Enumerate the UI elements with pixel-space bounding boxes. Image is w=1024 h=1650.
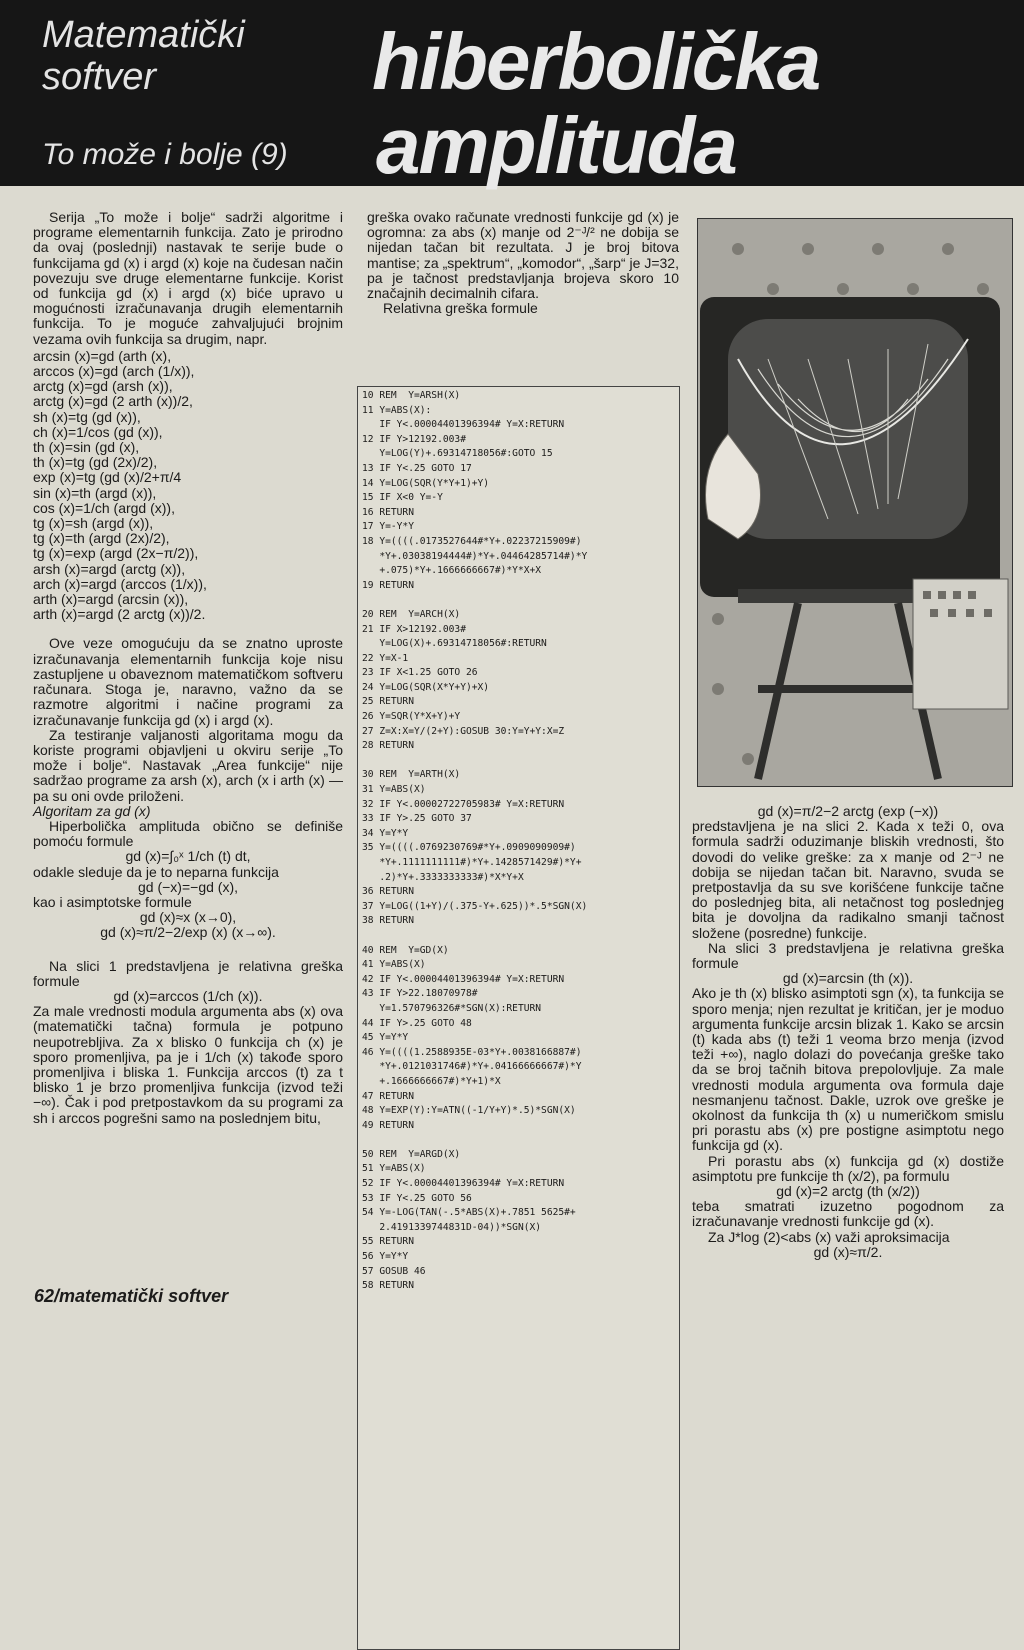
code-line: 24 Y=LOG(SQR(X*Y+Y)+X) xyxy=(362,681,490,693)
code-line: 35 Y=((((.0769230769#*Y+.0909090909#) xyxy=(362,842,576,854)
code-line: 41 Y=ABS(X) xyxy=(362,959,426,971)
code-line xyxy=(362,754,675,769)
page-footer: 62/matematički softver xyxy=(34,1286,229,1306)
identity-formula: exp (x)=tg (gd (x)/2+π/4 xyxy=(33,469,182,486)
identity-formula: tg (x)=sh (argd (x)), xyxy=(33,515,154,532)
code-line: 23 IF X<1.25 GOTO 26 xyxy=(362,667,478,679)
formula: gd (x)≈π/2. xyxy=(813,1243,883,1260)
code-line: Y=LOG(Y)+.69314718056#:GOTO 15 xyxy=(362,448,553,460)
right-column xyxy=(692,804,1004,1260)
code-line: *Y+.0121031746#)*Y+.04166666667#)*Y xyxy=(362,1061,582,1073)
code-line: 19 RETURN xyxy=(362,579,414,591)
series-title xyxy=(42,14,245,98)
code-line: 34 Y=Y*Y xyxy=(362,827,409,839)
code-line: 57 GOSUB 46 xyxy=(362,1265,426,1277)
formula: gd (x)=2 arctg (th (x/2)) xyxy=(776,1183,920,1200)
paragraph: teba smatrati izuzetno pogodnom za izračunavanje vrednosti funkcije gd (x). xyxy=(692,1198,1004,1230)
paragraph: Za J*log (2)<abs (x) važi aproksimacija xyxy=(708,1228,950,1245)
formula: gd (x)=π/2−2 arctg (exp (−x)) xyxy=(757,803,939,819)
code-line: 18 Y=((((.0173527644#*Y+.02237215909#) xyxy=(362,535,582,547)
code-line: 10 REM Y=ARSH(X) xyxy=(362,390,461,401)
code-line: 52 IF Y<.00004401396394# Y=X:RETURN xyxy=(362,1178,565,1190)
code-line: 32 IF Y<.00002722705983# Y=X:RETURN xyxy=(362,798,565,810)
code-line: 38 RETURN xyxy=(362,915,414,927)
code-line: 12 IF Y>12192.003# xyxy=(362,433,466,445)
identity-formula: sin (x)=th (argd (x)), xyxy=(33,484,157,501)
formula: gd (−x)=−gd (x), xyxy=(138,878,238,895)
paragraph: odakle sleduje da je to neparna funkcija xyxy=(33,863,279,880)
code-line: 11 Y=ABS(X): xyxy=(362,404,432,416)
code-line: 49 RETURN xyxy=(362,1119,414,1131)
code-line xyxy=(362,929,675,944)
identity-formula-list xyxy=(33,349,343,623)
paragraph: Ove veze omogućuju da se znatno uproste izračunavanja elementarnih funkcija koje nisu zastupljene u obaveznom matematičkom softveru računara. Stoga je, naravno, važno da se razmotre algoritmi i načine programi za izračunavanje funkcija gd (x) i argd (x). xyxy=(33,635,343,728)
paragraph: Na slici 1 predstavljena je relativna greška formule xyxy=(33,957,343,989)
code-line: IF Y<.00004401396394# Y=X:RETURN xyxy=(362,419,565,431)
identity-formula: ch (x)=1/cos (gd (x)), xyxy=(33,423,163,440)
code-line: 44 IF Y>.25 GOTO 48 xyxy=(362,1017,472,1029)
code-line: 40 REM Y=GD(X) xyxy=(362,944,449,956)
code-line: 37 Y=LOG((1+Y)/(.375-Y+.625))*.5*SGN(X) xyxy=(362,900,588,912)
identity-formula: tg (x)=exp (argd (2x−π/2)), xyxy=(33,545,199,562)
paragraph: greška ovako računate vrednosti funkcije gd (x) je ogromna: za abs (x) manje od 2⁻ᴶ/² ne dobija se nijedan tačan bit rezultata. J je broj bitova mantise; za „spektrum“, „komodor“, „šarp“ je J=32, pa je tačnost predstavljanja brojeva skoro 10 značajnih decimalnih cifara. xyxy=(367,209,679,302)
code-line: 33 IF Y>.25 GOTO 37 xyxy=(362,813,472,825)
code-line xyxy=(362,593,675,608)
code-line: 28 RETURN xyxy=(362,740,414,752)
code-line: +.075)*Y+.1666666667#)*Y*X+X xyxy=(362,565,542,577)
formula: gd (x)=arccos (1/ch (x)). xyxy=(113,987,263,1004)
identity-formula: arch (x)=argd (arccos (1/x)), xyxy=(33,575,207,592)
code-line: 48 Y=EXP(Y):Y=ATN((-1/Y+Y)*.5)*SGN(X) xyxy=(362,1105,576,1117)
code-line: 30 REM Y=ARTH(X) xyxy=(362,769,461,781)
left-column xyxy=(33,210,343,1126)
paragraph: Na slici 3 predstavljena je relativna greška formule xyxy=(692,939,1004,972)
formula: gd (x)≈π/2−2/exp (x) (x→∞). xyxy=(100,924,276,941)
code-line: Y=1.570796326#*SGN(X):RETURN xyxy=(362,1002,542,1014)
code-line: +.1666666667#)*Y+1)*X xyxy=(362,1075,501,1087)
headline-line2: amplituda xyxy=(376,101,736,190)
basic-program-listing xyxy=(357,386,680,1650)
code-line: 14 Y=LOG(SQR(Y*Y+1)+Y) xyxy=(362,477,490,489)
code-line: *Y+.1111111111#)*Y+.1428571429#)*Y+ xyxy=(362,857,582,868)
code-line: *Y+.03038194444#)*Y+.04464285714#)*Y xyxy=(362,550,588,562)
page-header xyxy=(0,0,1024,190)
identity-formula: cos (x)=1/ch (argd (x)), xyxy=(33,499,175,516)
series-title-line2: softver xyxy=(42,56,157,98)
code-line: 25 RETURN xyxy=(362,696,414,708)
code-line: 26 Y=SQR(Y*X+Y)+Y xyxy=(362,711,461,723)
code-line: 20 REM Y=ARCH(X) xyxy=(362,608,461,620)
code-line: 22 Y=X-1 xyxy=(362,652,409,664)
code-line: 53 IF Y<.25 GOTO 56 xyxy=(362,1192,472,1204)
paragraph: Relativna greška formule xyxy=(383,300,538,317)
identity-formula: th (x)=sin (gd (x), xyxy=(33,439,140,456)
identity-formula: th (x)=tg (gd (2x)/2), xyxy=(33,454,158,471)
paragraph: Za male vrednosti modula argumenta abs (x) ova (matematički tačna) formula je potpuno neupotrebljiva. Za x blisko 0 funkcija ch (x) je sporo promenljiva, pa je i 1/ch (x) takođe sporo promenljiva i bliska 1. Funkcija arccos (t) za t blisko 1 je brzo promenljiva funkcija (izvod teži −∞). Čak i pod pretpostavkom da su programi za sh i arccos pogrešni samo na poslednjem bitu, xyxy=(33,1003,343,1126)
intro-paragraph: Serija „To može i bolje“ sadrži algoritme i programe elementarnih funkcija. Zato je prirodno da ovaj (poslednji) nastavak te serije bude o funkcijama gd (x) i argd (x) koje na čudesan način povezuju sve druge elementarne funkcije. Korist od funkcija gd (x) i argd (x) biće upravo u mogućnosti izračunavanja drugih elementarnih funkcija. To je moguće zahvaljujući brojnim vezama ovih funkcija sa drugim, napr. xyxy=(33,209,343,347)
code-line: 54 Y=-LOG(TAN(-.5*ABS(X)+.7851 5625#+ xyxy=(362,1207,576,1219)
paragraph: Hiperbolička amplituda obično se definiše pomoću formule xyxy=(33,817,343,850)
identity-formula: tg (x)=th (argd (2x)/2), xyxy=(33,530,170,547)
code-line: 56 Y=Y*Y xyxy=(362,1251,409,1263)
headline-line1: hiberbolička xyxy=(372,17,820,106)
middle-column xyxy=(367,210,679,316)
paragraph: Pri porastu abs (x) funkcija gd (x) dostiže asimptotu pre funkcije th (x/2), pa formulu xyxy=(692,1152,1004,1184)
series-subtitle: To može i bolje (9) xyxy=(42,138,288,171)
identity-formula: arth (x)=argd (arcsin (x)), xyxy=(33,591,189,608)
code-line: 27 Z=X:X=Y/(2+Y):GOSUB 30:Y=Y+Y:X=Z xyxy=(362,725,565,737)
code-line: 46 Y=((((1.2588935E-03*Y+.0038166887#) xyxy=(362,1046,582,1058)
identity-formula: arctg (x)=gd (2 arth (x))/2, xyxy=(33,393,193,410)
code-line xyxy=(362,1133,675,1148)
illustration-photo xyxy=(697,218,1013,787)
code-line: 47 RETURN xyxy=(362,1090,414,1102)
code-line: 2.4191339744831D-04))*SGN(X) xyxy=(362,1221,542,1233)
code-line: 15 IF X<0 Y=-Y xyxy=(362,492,443,504)
code-line: 51 Y=ABS(X) xyxy=(362,1163,426,1175)
identity-formula: arcsin (x)=gd (arth (x), xyxy=(33,347,172,364)
code-line: 55 RETURN xyxy=(362,1236,414,1248)
tv-net-illustration xyxy=(698,219,1012,786)
code-line: 43 IF Y>22.18070978# xyxy=(362,988,478,1000)
code-line: 13 IF Y<.25 GOTO 17 xyxy=(362,462,472,474)
code-line: 45 Y=Y*Y xyxy=(362,1032,409,1044)
series-title-line1: Matematički xyxy=(42,14,245,56)
paragraph: predstavljena je na slici 2. Kada x teži 0, ova formula sadrži oduzimanje bliskih vrednosti, što dovodi do velike greške: za x manje od 2⁻ᴶ ne dobija se nijedan tačan bit. Naravno, svuda se pretpostavlja da su sve korišćene funkcije tačne do poslednjeg bita, ali netačnost tog poslednjeg bita je dovoljna da radikalno smanji tačnost složene (posredne) funkcije. xyxy=(692,818,1004,941)
code-line: 42 IF Y<.00004401396394# Y=X:RETURN xyxy=(362,973,565,985)
section-heading: Algoritam za gd (x) xyxy=(33,802,151,819)
code-line: 50 REM Y=ARGD(X) xyxy=(362,1148,461,1160)
code-line: .2)*Y+.3333333333#)*X*Y+X xyxy=(362,871,524,883)
code-line: 21 IF X>12192.003# xyxy=(362,623,466,635)
paragraph: kao i asimptotske formule xyxy=(33,893,192,910)
identity-formula: arth (x)=argd (2 arctg (x))/2. xyxy=(33,606,206,623)
formula: gd (x)≈x (x→0), xyxy=(139,909,237,926)
code-line: 17 Y=-Y*Y xyxy=(362,521,414,533)
formula: gd (x)=∫₀ˣ 1/ch (t) dt, xyxy=(125,848,251,865)
code-line: 58 RETURN xyxy=(362,1280,414,1292)
identity-formula: arsh (x)=argd (arctg (x)), xyxy=(33,560,186,577)
identity-formula: arccos (x)=gd (arch (1/x)), xyxy=(33,363,195,380)
identity-formula: sh (x)=tg (gd (x)), xyxy=(33,408,141,425)
code-line: 36 RETURN xyxy=(362,886,414,898)
formula: gd (x)=arcsin (th (x)). xyxy=(782,970,914,987)
identity-formula: arctg (x)=gd (arsh (x)), xyxy=(33,378,173,395)
paragraph: Ako je th (x) blisko asimptoti sgn (x), ta funkcija se sporo menja; njen rezultat je kritičan, jer je moduo argumenta funkcije arcsin blizak 1. Kako se arcsin (t) kada abs (t) teži 1 veoma brzo menja (izvod teži +∞), naglo dolazi do povećanja greške tako da se broj tačnih bitova prepolovljuje. Za male vrednosti modula argumenta ova formula daje nesmanjenu tačnost. Dakle, uzrok ove greške je okolnost da funkcija th (x) u numeričkom smislu pri porastu abs (x) pre postigne asimptotu nego funkcija gd (x). xyxy=(692,985,1004,1154)
code-line: 31 Y=ABS(X) xyxy=(362,784,426,796)
paragraph: Za testiranje valjanosti algoritama mogu da koriste programi objavljeni u okviru serije „To može i bolje“. Nastavak „Area funkcije“ nije sadržao programe za arsh (x), arch (x i arth (x) — pa su oni ovde priloženi. xyxy=(33,726,343,804)
code-line: Y=LOG(X)+.69314718056#:RETURN xyxy=(362,638,547,650)
code-line: 16 RETURN xyxy=(362,506,414,518)
